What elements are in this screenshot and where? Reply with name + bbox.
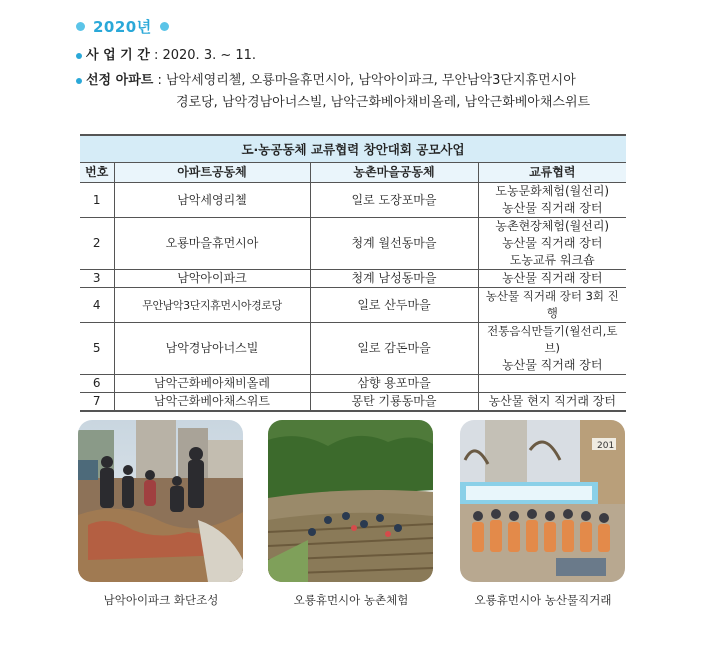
cell-no: 4: [80, 288, 114, 323]
cell-village: 청계 남성동마을: [310, 270, 478, 288]
cell-apartment: 남악근화베아채스위트: [114, 393, 310, 412]
cell-no: 7: [80, 393, 114, 412]
cell-apartment: 오룡마을휴먼시아: [114, 218, 310, 270]
table-row: [80, 393, 626, 412]
cell-village: 몽탄 기룡동마을: [310, 393, 478, 412]
exchange-line: 농산물 직거래 장터: [502, 201, 603, 215]
cell-no: 6: [80, 375, 114, 393]
period-value: : 2020. 3. ~ 11.: [153, 48, 257, 63]
farm-photo-illustration: [268, 420, 433, 582]
col-header-village: 농촌마을공동체: [310, 163, 478, 183]
cell-exchange: [478, 375, 626, 393]
table-row: [80, 183, 626, 218]
cell-apartment: 남악근화베아채비올레: [114, 375, 310, 393]
bullet-icon: [76, 53, 82, 59]
apartments-value-line2: 경로당, 남악경남아너스빌, 남악근화베아채비올레, 남악근화베아채스위트: [176, 95, 591, 110]
table-header-row: [80, 163, 626, 183]
photo-caption: 오룡휴먼시아 농촌체험: [293, 593, 409, 607]
exchange-table: [80, 134, 626, 412]
table-row: [80, 218, 626, 270]
photo-caption: 남악아이파크 화단조성: [103, 593, 219, 607]
col-header-exchange: 교류협력: [478, 163, 626, 183]
exchange-line: 농산물 직거래 장터: [502, 236, 603, 250]
cell-exchange: [478, 218, 626, 270]
table-row: [80, 288, 626, 323]
exchange-line: 농촌현장체험(월선리): [495, 219, 610, 233]
exchange-line: 농산물 직거래 장터: [502, 358, 603, 372]
cell-village: 일로 감돈마을: [310, 323, 478, 375]
cell-no: 3: [80, 270, 114, 288]
year-title: 2020년: [93, 17, 152, 36]
exchange-line: 도농교류 워크숍: [509, 253, 595, 267]
apartments-line: [76, 71, 576, 91]
period-line: [76, 46, 256, 66]
photo-farm-market: [460, 420, 625, 582]
apartments-label: 선정 아파트: [86, 73, 154, 88]
table-row: [80, 270, 626, 288]
apartments-value-line1: : 남악세영리첼, 오룡마을휴먼시아, 남악아이파크, 무안남악3단지휴먼시아: [157, 73, 576, 88]
table-row: [80, 323, 626, 375]
cell-village: 청계 월선동마을: [310, 218, 478, 270]
cell-village: 일로 도장포마을: [310, 183, 478, 218]
cell-apartment: 무안남악3단지휴먼시아경로당: [114, 288, 310, 323]
cell-exchange: [478, 323, 626, 375]
cell-apartment: 남악경남아너스빌: [114, 323, 310, 375]
bullet-dot-icon: [160, 22, 169, 31]
garden-photo-illustration: [78, 420, 243, 582]
cell-village: 일로 산두마을: [310, 288, 478, 323]
col-header-no: 번호: [80, 163, 114, 183]
cell-apartment: 남악아이파크: [114, 270, 310, 288]
market-photo-illustration: [460, 420, 625, 582]
cell-no: 5: [80, 323, 114, 375]
table-title: 도·농공동체 교류협력 창안대회 공모사업: [80, 135, 626, 163]
cell-exchange: 농산물 현지 직거래 장터: [478, 393, 626, 412]
photo-garden-planting: [78, 420, 243, 582]
photo-caption: 오룡휴먼시아 농산물직거래: [474, 593, 612, 607]
year-heading: [76, 14, 169, 38]
bullet-dot-icon: [76, 22, 85, 31]
exchange-line: 도농문화체험(월선리): [495, 184, 610, 198]
period-label: 사 업 기 간: [86, 48, 150, 63]
table-row: [80, 375, 626, 393]
cell-exchange: [478, 183, 626, 218]
cell-no: 2: [80, 218, 114, 270]
bullet-icon: [76, 78, 82, 84]
cell-exchange: 농산물 직거래 장터: [478, 270, 626, 288]
cell-village: 삼향 용포마을: [310, 375, 478, 393]
exchange-line: 전통음식만들기(월선리,토브): [487, 324, 618, 355]
col-header-apartment: 아파트공동체: [114, 163, 310, 183]
photo-farm-experience: [268, 420, 433, 582]
cell-exchange: 농산물 직거래 장터 3회 진행: [478, 288, 626, 323]
svg-text:201: 201: [597, 441, 615, 451]
cell-apartment: 남악세영리첼: [114, 183, 310, 218]
cell-no: 1: [80, 183, 114, 218]
